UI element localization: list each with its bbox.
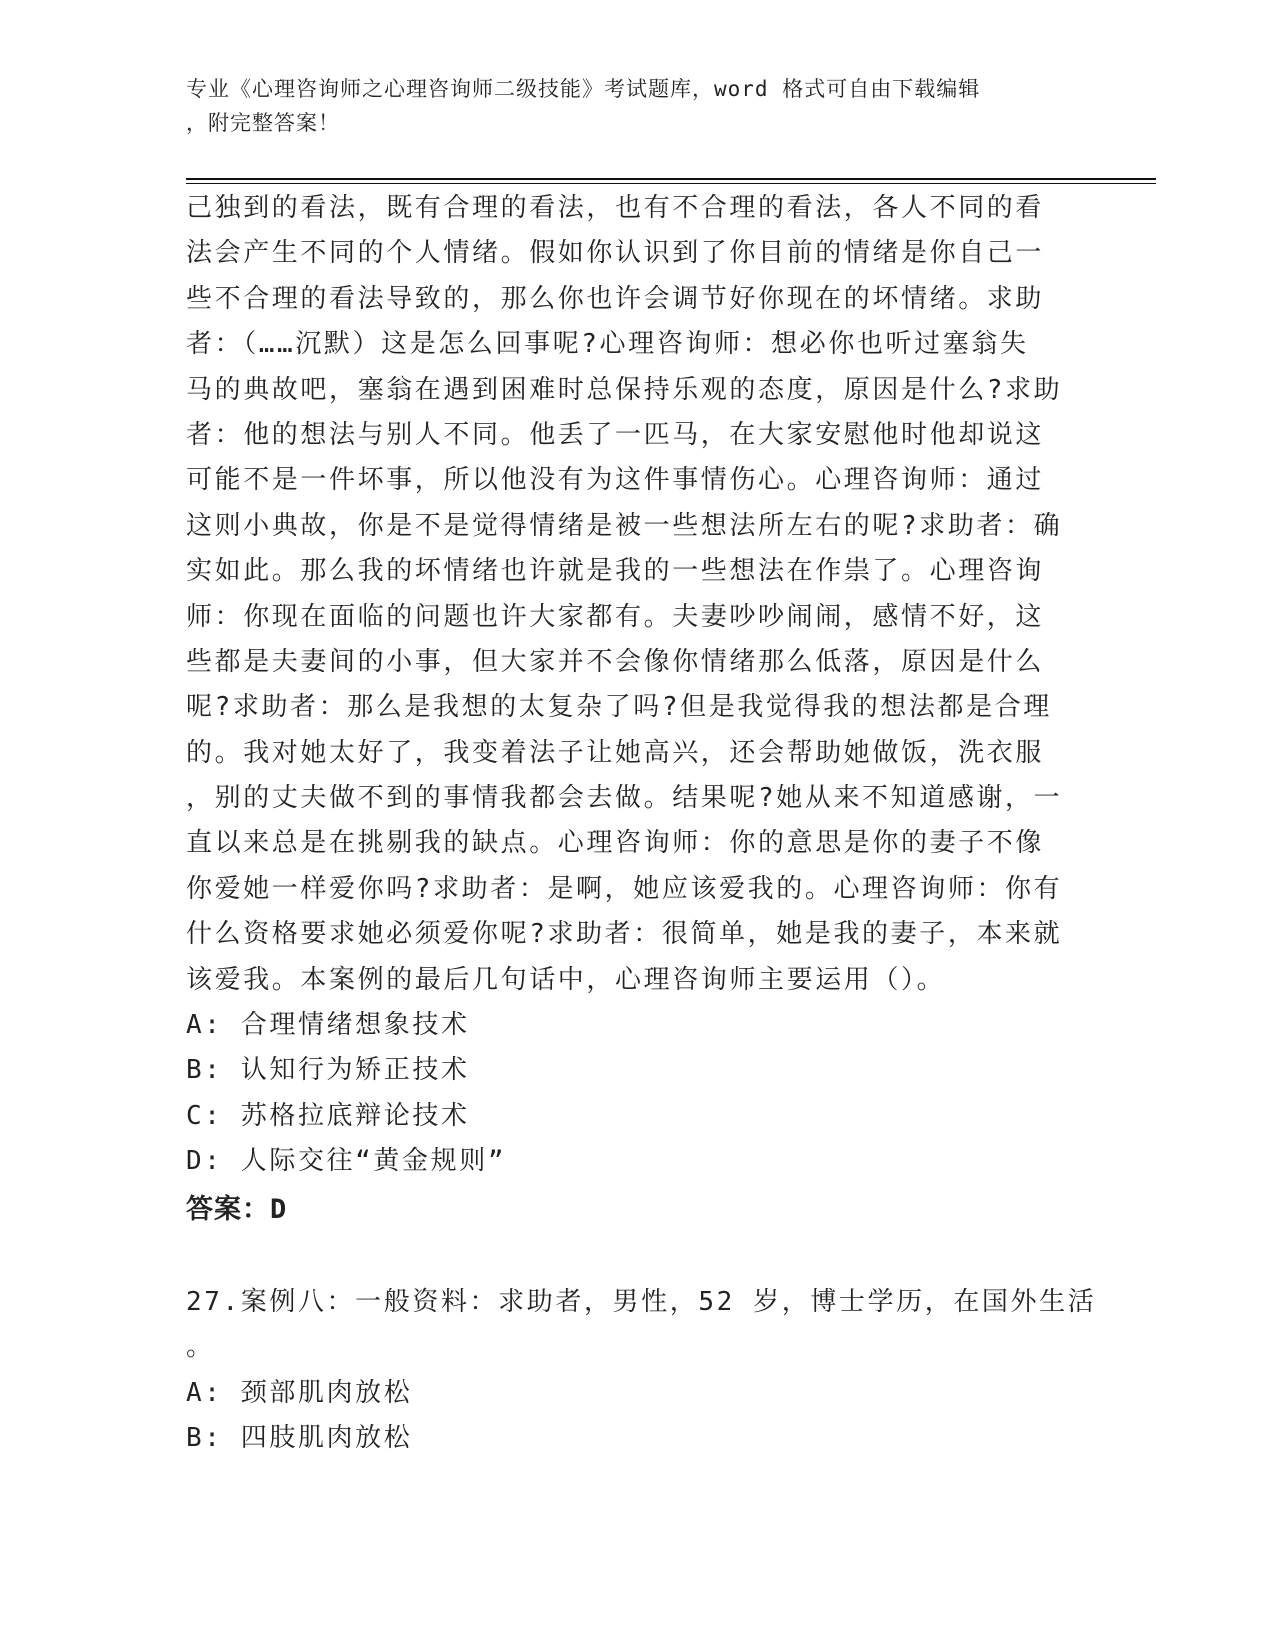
passage-line: 己独到的看法，既有合理的看法，也有不合理的看法，各人不同的看 (186, 193, 1045, 223)
passage-line: 法会产生不同的个人情绪。假如你认识到了你目前的情绪是你自己一 (186, 238, 1045, 269)
passage-line: 的。我对她太好了，我变着法子让她高兴，还会帮助她做饭，洗衣服 (186, 737, 1045, 768)
question-26-body (186, 186, 1086, 1233)
passage-line: ，别的丈夫做不到的事情我都会去做。结果呢?她从来不知道感谢，一 (186, 783, 1063, 814)
passage-line: 呢?求助者：那么是我想的太复杂了吗?但是我觉得我的想法都是合理 (186, 692, 1052, 723)
option-a: A: 合理情绪想象技术 (186, 1010, 470, 1041)
header-divider-thin (186, 183, 1156, 184)
header-line-1: 专业《心理咨询师之心理咨询师二级技能》考试题库，word 格式可自由下载编辑 (186, 77, 981, 101)
passage-line: 什么资格要求她必须爱你呢?求助者：很简单，她是我的妻子，本来就 (186, 919, 1063, 950)
passage-line: 者：（……沉默）这是怎么回事呢?心理咨询师：想必你也听过塞翁失 (186, 329, 1029, 360)
question-27 (186, 1280, 1097, 1462)
passage-line: 该爱我。本案例的最后几句话中，心理咨询师主要运用（）。 (186, 964, 946, 995)
passage-line: 者：他的想法与别人不同。他丢了一匹马，在大家安慰他时他却说这 (186, 419, 1045, 450)
option-c: C: 苏格拉底辩论技术 (186, 1100, 470, 1131)
passage-line: 马的典故吧，塞翁在遇到困难时总保持乐观的态度，原因是什么?求助 (186, 374, 1063, 405)
answer-label: 答案：D (186, 1193, 288, 1225)
question-27-stem-continued: 。 (186, 1332, 215, 1363)
passage-line: 些都是夫妻间的小事，但大家并不会像你情绪那么低落，原因是什么 (186, 646, 1045, 677)
document-header (186, 72, 1066, 140)
question-27-stem: 27.案例八：一般资料：求助者，男性，52 岁，博士学历，在国外生活 (186, 1287, 1097, 1317)
header-divider-thick (186, 178, 1156, 180)
passage-line: 这则小典故，你是不是觉得情绪是被一些想法所左右的呢?求助者：确 (186, 510, 1063, 541)
option-d: D: 人际交往“黄金规则” (186, 1146, 507, 1177)
question-27-option-b: B: 四肢肌肉放松 (186, 1423, 413, 1454)
passage-line: 实如此。那么我的坏情绪也许就是我的一些想法在作祟了。心理咨询 (186, 556, 1045, 587)
header-line-2: ，附完整答案！ (186, 111, 340, 135)
passage-line: 你爱她一样爱你吗?求助者：是啊，她应该爱我的。心理咨询师：你有 (186, 873, 1063, 904)
passage-line: 师：你现在面临的问题也许大家都有。夫妻吵吵闹闹，感情不好，这 (186, 601, 1045, 632)
question-27-option-a: A: 颈部肌肉放松 (186, 1377, 413, 1408)
passage-line: 些不合理的看法导致的，那么你也许会调节好你现在的坏情绪。求助 (186, 283, 1045, 314)
option-b: B: 认知行为矫正技术 (186, 1055, 470, 1086)
passage-line: 可能不是一件坏事，所以他没有为这件事情伤心。心理咨询师：通过 (186, 465, 1045, 496)
passage-line: 直以来总是在挑剔我的缺点。心理咨询师：你的意思是你的妻子不像 (186, 828, 1045, 859)
